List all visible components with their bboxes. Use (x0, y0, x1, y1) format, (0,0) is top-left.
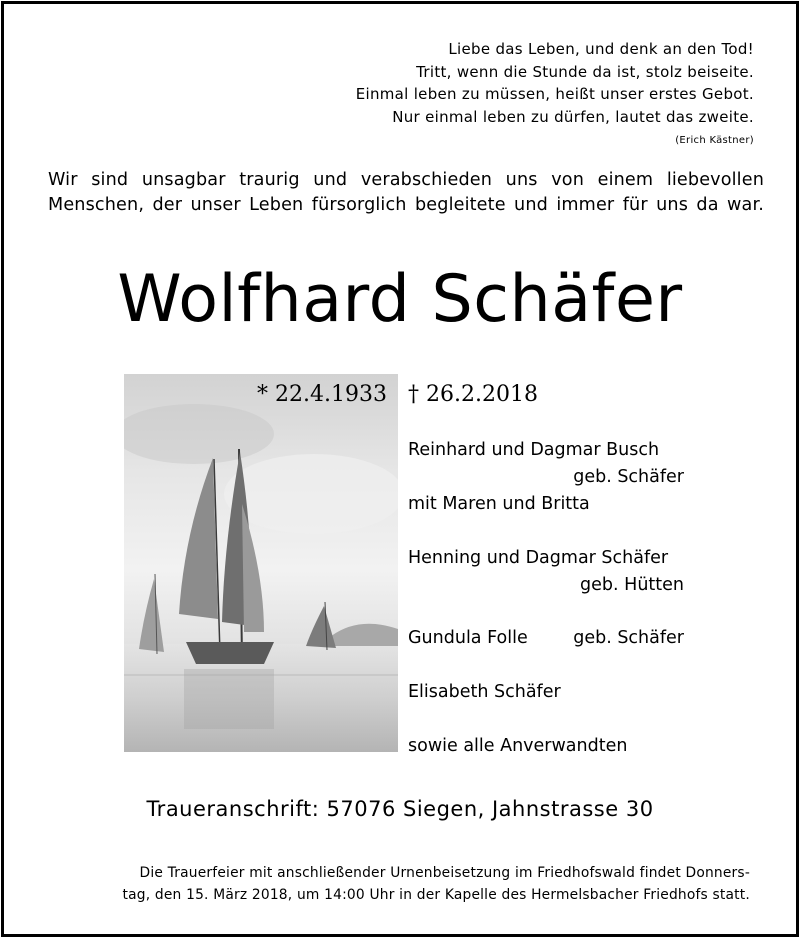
funeral-notice (48, 862, 750, 906)
family-1-nee: geb. Schäfer (573, 467, 684, 487)
poem (356, 38, 754, 148)
family-1-names: Reinhard und Dagmar Busch (408, 440, 660, 460)
family-2-names: Henning und Dagmar Schäfer (408, 548, 669, 568)
family-3-nee: geb. Schäfer (573, 628, 684, 648)
family-2-nee: geb. Hütten (580, 575, 684, 595)
family-3-name: Gundula Folle (408, 628, 528, 648)
poem-line: Nur einmal leben zu dürfen, lautet das zweite. (392, 107, 754, 126)
poem-line: Tritt, wenn die Stunde da ist, stolz beiseite. (416, 62, 754, 81)
poem-line: Einmal leben zu müssen, heißt unser erstes Gebot. (355, 85, 754, 104)
intro-line: Menschen, der unser Leben fürsorglich begleitete und immer für uns da war. (48, 195, 764, 215)
poem-line: Liebe das Leben, und denk an den Tod! (448, 40, 754, 58)
death-date: † 26.2.2018 (408, 382, 538, 407)
poem-author: (Erich Kästner) (675, 135, 754, 147)
relatives: sowie alle Anverwandten (408, 736, 628, 756)
birth-date: * 22.4.1933 (257, 382, 387, 407)
deceased-name: Wolfhard Schäfer (117, 262, 683, 337)
mourning-address (4, 794, 796, 824)
family-4-name: Elisabeth Schäfer (408, 682, 561, 702)
intro-line: Wir sind unsagbar traurig und verabschieden uns von einem liebevollen (48, 170, 764, 190)
intro-text (48, 168, 764, 218)
obituary-frame (1, 1, 799, 937)
family-1-children: mit Maren und Britta (408, 494, 590, 514)
address-city: 57076 Siegen (326, 797, 478, 821)
address-label: Traueranschrift: (146, 797, 320, 821)
address-street: , Jahnstrasse 30 (477, 797, 654, 821)
funeral-line: Die Trauerfeier mit anschließender Urnenbeisetzung im Friedhofswald findet Donners- (139, 865, 750, 881)
sailboat-painting (124, 374, 398, 752)
funeral-line: tag, den 15. März 2018, um 14:00 Uhr in der Kapelle des Hermelsbacher Friedhofs statt. (122, 887, 750, 903)
